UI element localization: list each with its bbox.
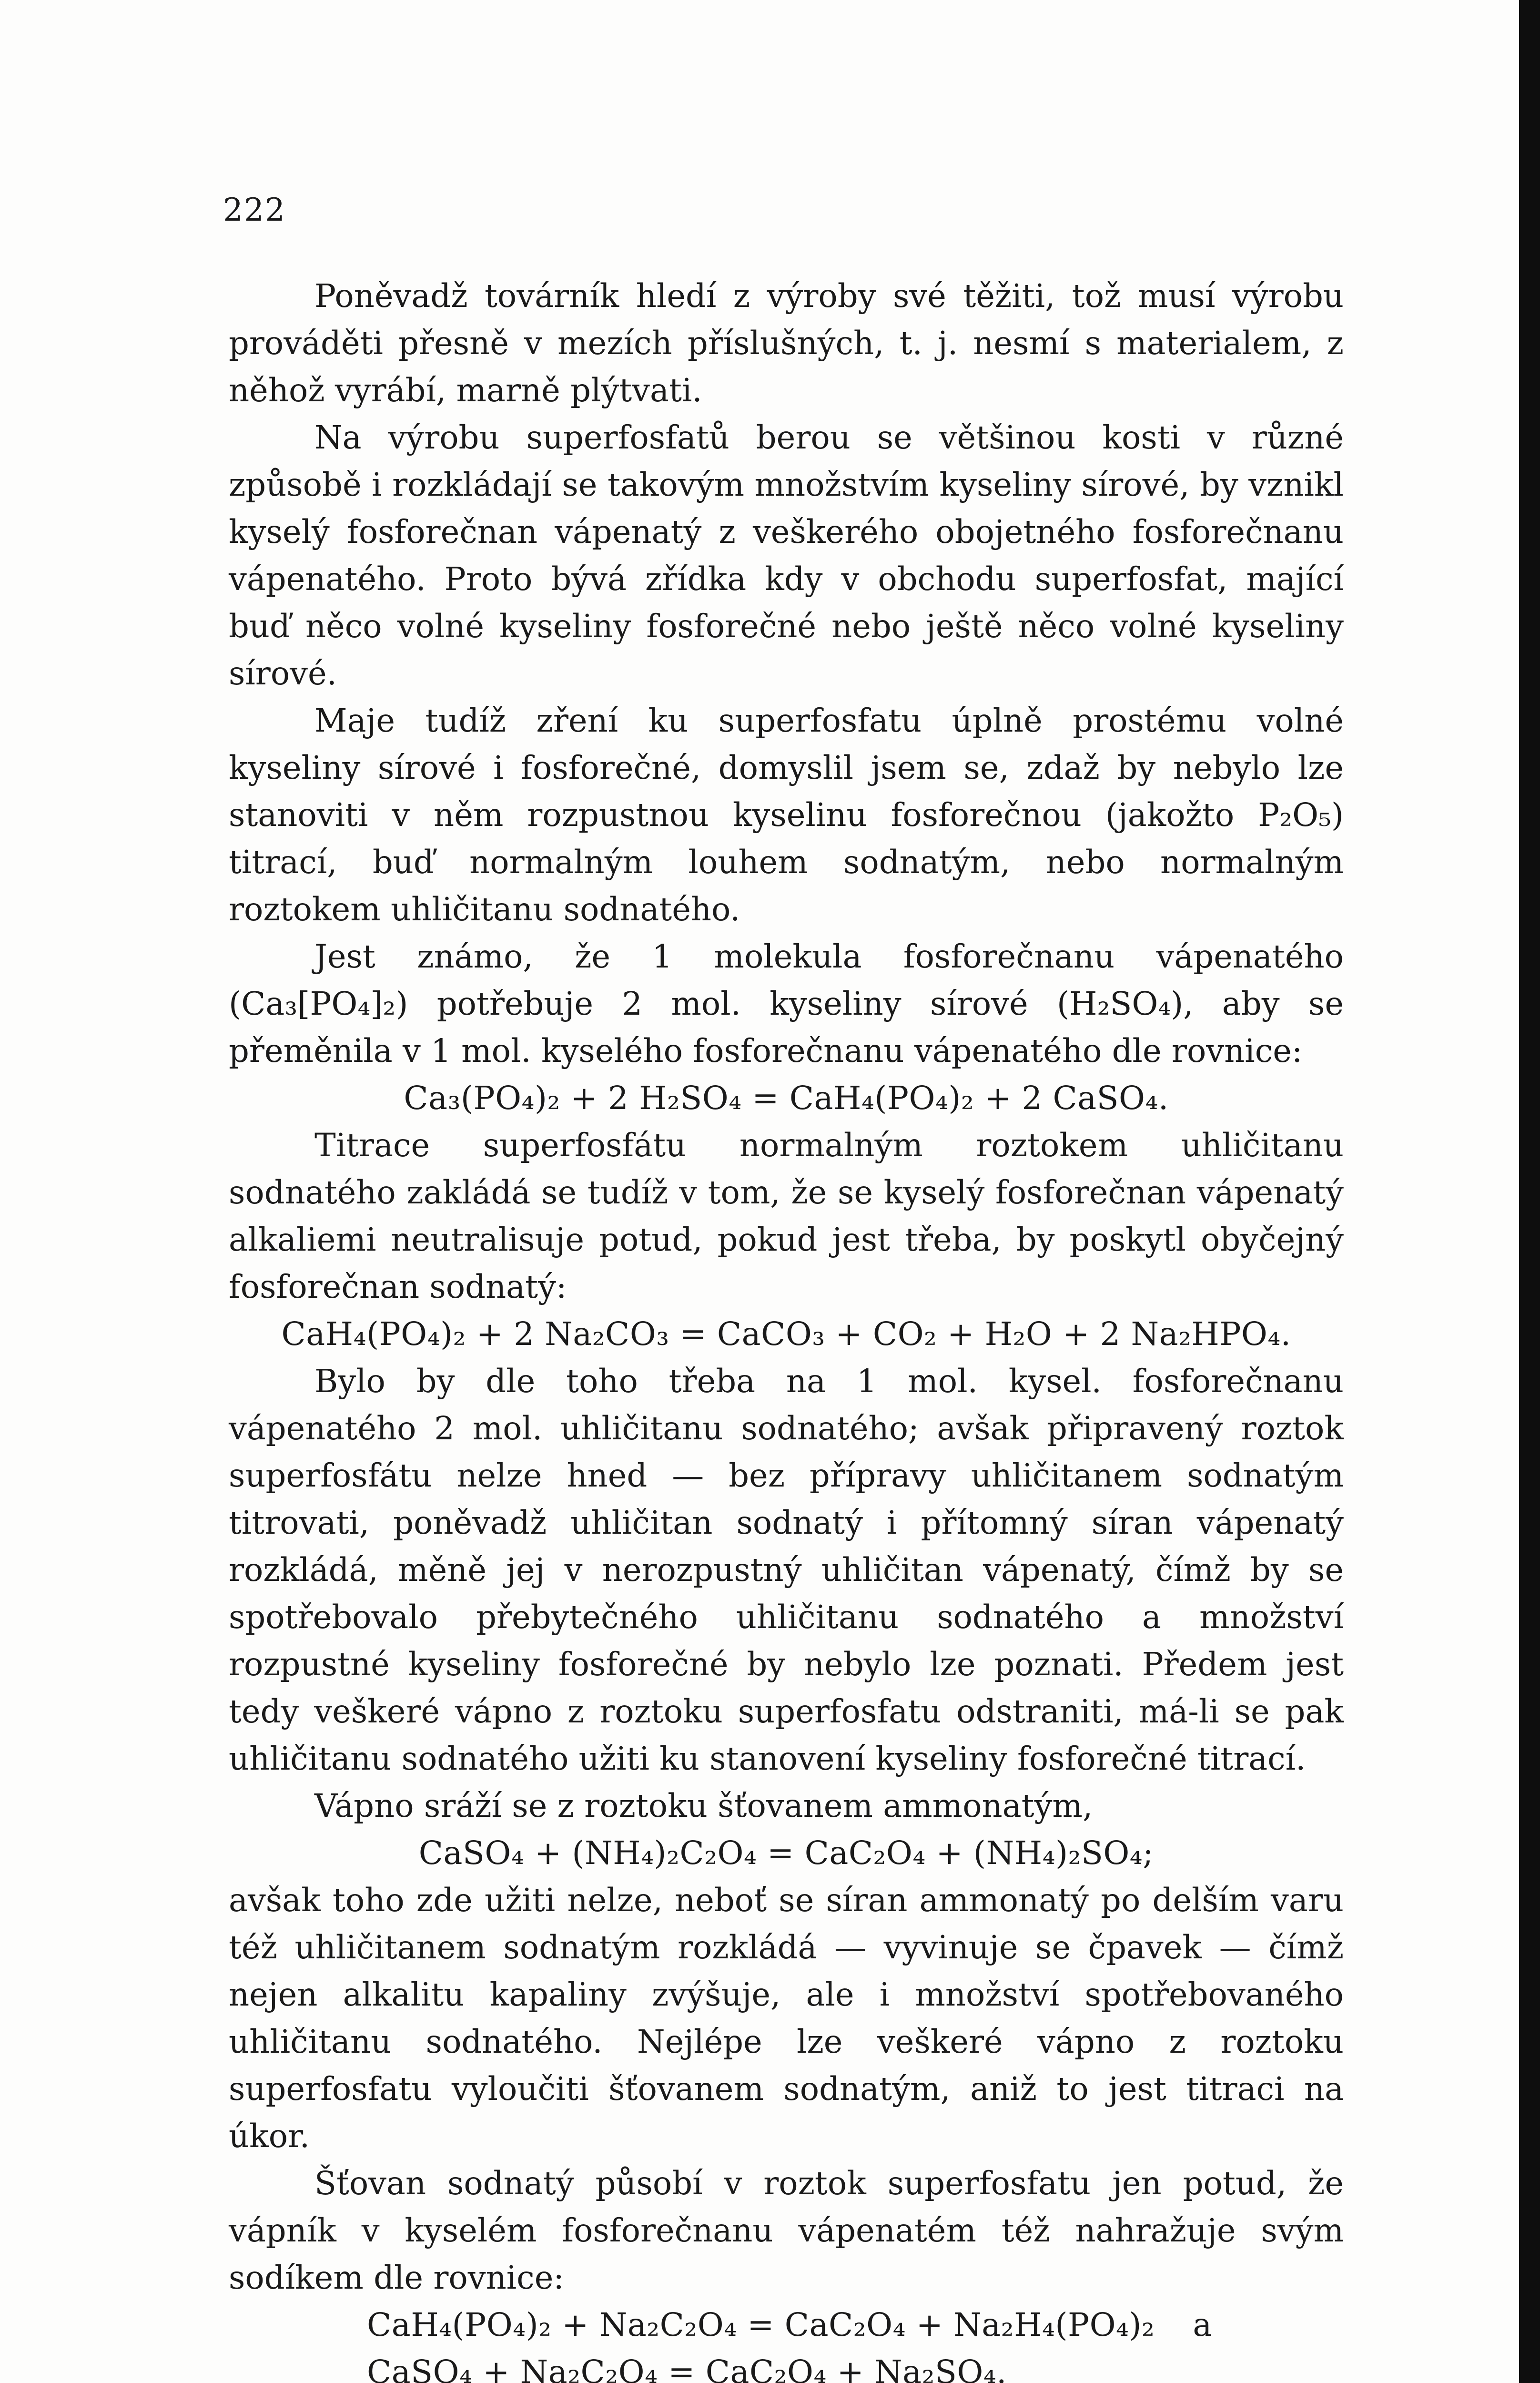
equation-4: CaH₄(PO₄)₂ + Na₂C₂O₄ = CaC₂O₄ + Na₂H₄(PO₄)₂: [367, 2306, 1155, 2343]
equation-2: CaH₄(PO₄)₂ + 2 Na₂CO₃ = CaCO₃ + CO₂ + H₂O + 2 Na₂HPO₄.: [281, 1315, 1291, 1353]
paragraph-7: Vápno sráží se z roztoku šťovanem ammonatým,: [314, 1787, 1093, 1824]
equation-4-conjunction: a: [1193, 2306, 1212, 2343]
equation-3: CaSO₄ + (NH₄)₂C₂O₄ = CaC₂O₄ + (NH₄)₂SO₄;: [418, 1834, 1154, 1872]
page-number: 222: [223, 192, 286, 228]
paragraph-5: Titrace superfosfátu normalným roztokem uhličitanu sodnatého zakládá se tudíž v tom, že se kyselý fosforečnan vápenatý alkaliemi neutralisuje potud, pokud jest třeba, by poskytl obyčejný fosforečnan sodnatý:: [229, 1127, 1344, 1305]
paragraph-2: Na výrobu superfosfatů berou se většinou kosti v různé způsobě i rozkládají se takovým množstvím kyseliny sírové, by vznikl kyselý fosforečnan vápenatý z veškerého obojetného fosforečnanu vápenatého. Proto bývá zřídka kdy v obchodu superfosfat, mající buď něco volné kyseliny fosforečné nebo ještě něco volné kyseliny sírové.: [229, 419, 1344, 692]
paragraph-6: Bylo by dle toho třeba na 1 mol. kysel. fosforečnanu vápenatého 2 mol. uhličitanu sodnatého; avšak připravený roztok superfosfátu nelze hned — bez přípravy uhličitanem sodnatým titrovati, poněvadž uhličitan sodnatý i přítomný síran vápenatý rozkládá, měně jej v nerozpustný uhličitan vápenatý, čímž by se spotřebovalo přebytečného uhličitanu sodnatého a množství rozpustné kyseliny fosforečné by nebylo lze poznati. Předem jest tedy veškeré vápno z roztoku superfosfatu odstraniti, má-li se pak uhličitanu sodnatého užiti ku stanovení kyseliny fosforečné titrací.: [229, 1363, 1344, 1777]
equation-4-line: [229, 2302, 1344, 2349]
paragraph-4: Jest známo, že 1 molekula fosforečnanu vápenatého (Ca₃[PO₄]₂) potřebuje 2 mol. kyseliny sírové (H₂SO₄), aby se přeměnila v 1 mol. kyselého fosforečnanu vápenatého dle rovnice:: [229, 938, 1344, 1069]
body-text: [229, 273, 1344, 2383]
equation-5: CaSO₄ + Na₂C₂O₄ = CaC₂O₄ + Na₂SO₄.: [367, 2353, 1007, 2383]
paragraph-1: Poněvadž továrník hledí z výroby své těžiti, tož musí výrobu prováděti přesně v mezích příslušných, t. j. nesmí s materialem, z něhož vyrábí, marně plýtvati.: [229, 277, 1344, 409]
paragraph-8: avšak toho zde užiti nelze, neboť se síran ammonatý po delším varu též uhličitanem sodnatým rozkládá — vyvinuje se čpavek — čímž nejen alkalitu kapaliny zvýšuje, ale i množství spotřebovaného uhličitanu sodnatého. Nejlépe lze veškeré vápno z roztoku superfosfatu vyloučiti šťovanem sodnatým, aniž to jest titraci na úkor.: [229, 1882, 1344, 2155]
paragraph-3: Maje tudíž zření ku superfosfatu úplně prostému volné kyseliny sírové i fosforečné, domyslil jsem se, zdaž by nebylo lze stanoviti v něm rozpustnou kyselinu fosforečnou (jakožto P₂O₅) titrací, buď normalným louhem sodnatým, nebo normalným roztokem uhličitanu sodnatého.: [229, 702, 1344, 928]
equation-1: Ca₃(PO₄)₂ + 2 H₂SO₄ = CaH₄(PO₄)₂ + 2 CaSO₄.: [404, 1079, 1169, 1117]
scan-border: [1519, 0, 1540, 2383]
paragraph-9: Šťovan sodnatý působí v roztok superfosfatu jen potud, že vápník v kyselém fosforečnanu vápenatém též nahražuje svým sodíkem dle rovnice:: [229, 2165, 1344, 2296]
